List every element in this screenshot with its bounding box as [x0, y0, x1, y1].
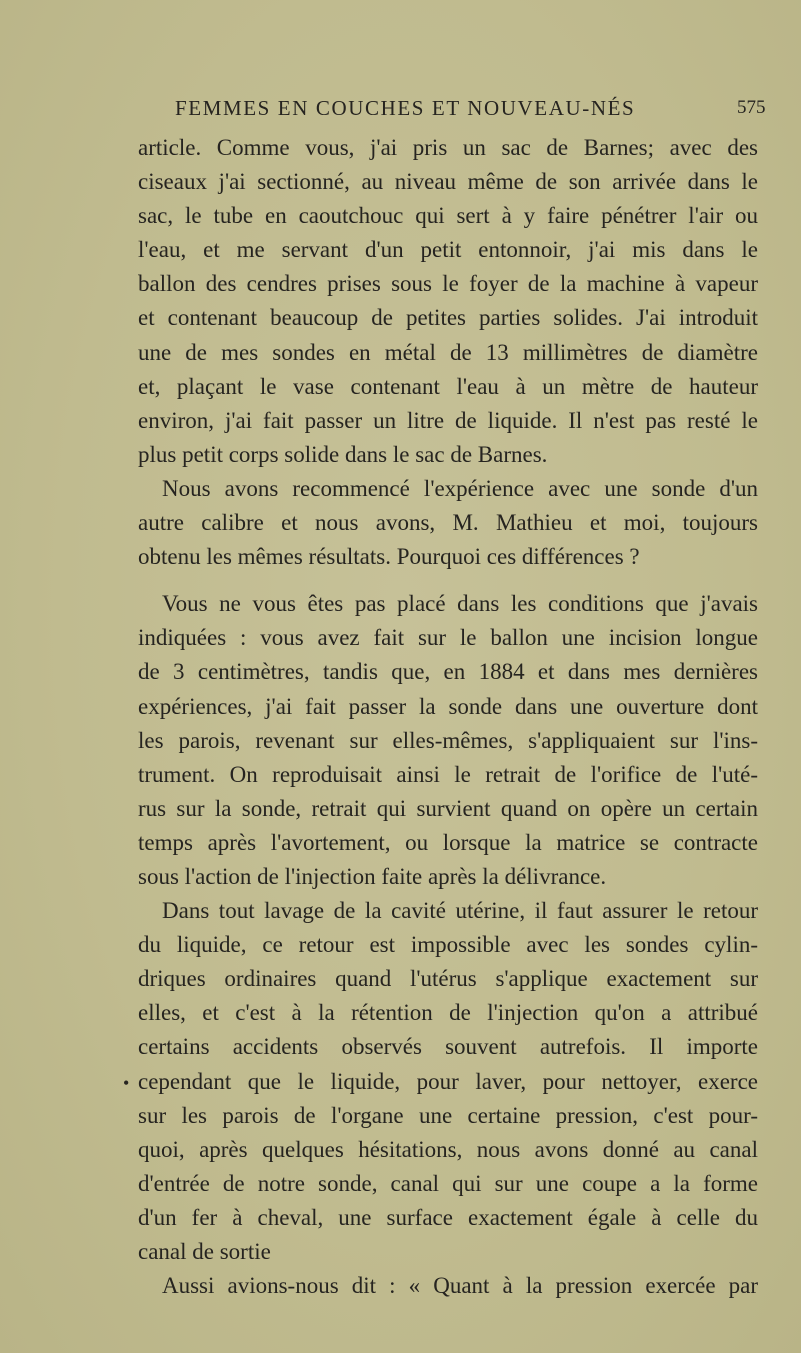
paragraph — [138, 587, 758, 894]
running-title: FEMMES EN COUCHES ET NOUVEAU-NÉS — [175, 96, 636, 120]
text-line: sur les parois de l'organe une certaine pression, c'est pour- — [138, 1102, 758, 1128]
text-line: autre calibre et nous avons, M. Mathieu et moi, toujours — [138, 510, 758, 536]
text-line: temps après l'avortement, ou lorsque la matrice se contracte — [138, 829, 758, 855]
text-line: ballon des cendres prises sous le foyer de la machine à vapeur — [138, 271, 758, 297]
margin-mark: • — [123, 1073, 130, 1093]
text-line: et contenant beaucoup de petites parties solides. J'ai introduit — [138, 305, 758, 331]
text-line: les parois, revenant sur elles-mêmes, s'appliquaient sur l'ins- — [138, 727, 758, 753]
text-line: de 3 centimètres, tandis que, en 1884 et dans mes dernières — [138, 659, 758, 685]
text-line: d'entrée de notre sonde, canal qui sur une coupe a la forme — [138, 1170, 758, 1196]
text-line: et, plaçant le vase contenant l'eau à un mètre de hauteur — [138, 373, 758, 399]
text-line: rus sur la sonde, retrait qui survient quand on opère un certain — [138, 795, 758, 821]
text-line: trument. On reproduisait ainsi le retrait de l'orifice de l'uté- — [138, 761, 758, 787]
text-line: indiquées : vous avez fait sur le ballon une incision longue — [138, 625, 758, 651]
text-line: Vous ne vous êtes pas placé dans les conditions que j'avais — [162, 591, 758, 617]
text-line: expériences, j'ai fait passer la sonde dans une ouverture dont — [138, 693, 758, 719]
text-line: Aussi avions-nous dit : « Quant à la pression exercée par — [162, 1273, 758, 1299]
text-line: environ, j'ai fait passer un litre de liquide. Il n'est pas resté le — [138, 407, 758, 433]
text-line: elles, et c'est à la rétention de l'injection qu'on a attribué — [138, 1000, 758, 1026]
text-line: Nous avons recommencé l'expérience avec une sonde d'un — [162, 475, 758, 501]
paragraph — [138, 131, 758, 472]
paragraph — [138, 472, 758, 574]
text-line: quoi, après quelques hésitations, nous avons donné au canal — [138, 1136, 758, 1162]
text-line: certains accidents observés souvent autrefois. Il importe — [138, 1034, 758, 1060]
page-number: 575 — [737, 97, 766, 118]
text-line: Dans tout lavage de la cavité utérine, il faut assurer le retour — [162, 898, 758, 924]
text-line: une de mes sondes en métal de 13 millimètres de diamètre — [138, 339, 758, 365]
body-text — [138, 131, 758, 1303]
text-line: obtenu les mêmes résultats. Pourquoi ces différences ? — [138, 544, 640, 570]
text-line: l'eau, et me servant d'un petit entonnoir, j'ai mis dans le — [138, 237, 758, 263]
text-line: article. Comme vous, j'ai pris un sac de Barnes; avec des — [138, 135, 758, 160]
text-line: canal de sortie — [138, 1239, 271, 1264]
text-line: du liquide, ce retour est impossible avec les sondes cylin- — [138, 932, 758, 958]
text-line: sac, le tube en caoutchouc qui sert à y faire pénétrer l'air ou — [138, 203, 758, 229]
text-line: sous l'action de l'injection faite après la délivrance. — [138, 863, 607, 889]
text-line: d'un fer à cheval, une surface exactement égale à celle du — [138, 1204, 758, 1230]
text-line: driques ordinaires quand l'utérus s'applique exactement sur — [138, 966, 758, 992]
paragraph — [138, 894, 758, 1269]
text-line: cependant que le liquide, pour laver, pour nettoyer, exerce — [138, 1068, 758, 1094]
text-line: plus petit corps solide dans le sac de Barnes. — [138, 441, 548, 467]
paragraph — [138, 1269, 758, 1303]
text-line: ciseaux j'ai sectionné, au niveau même de son arrivée dans le — [138, 169, 758, 195]
